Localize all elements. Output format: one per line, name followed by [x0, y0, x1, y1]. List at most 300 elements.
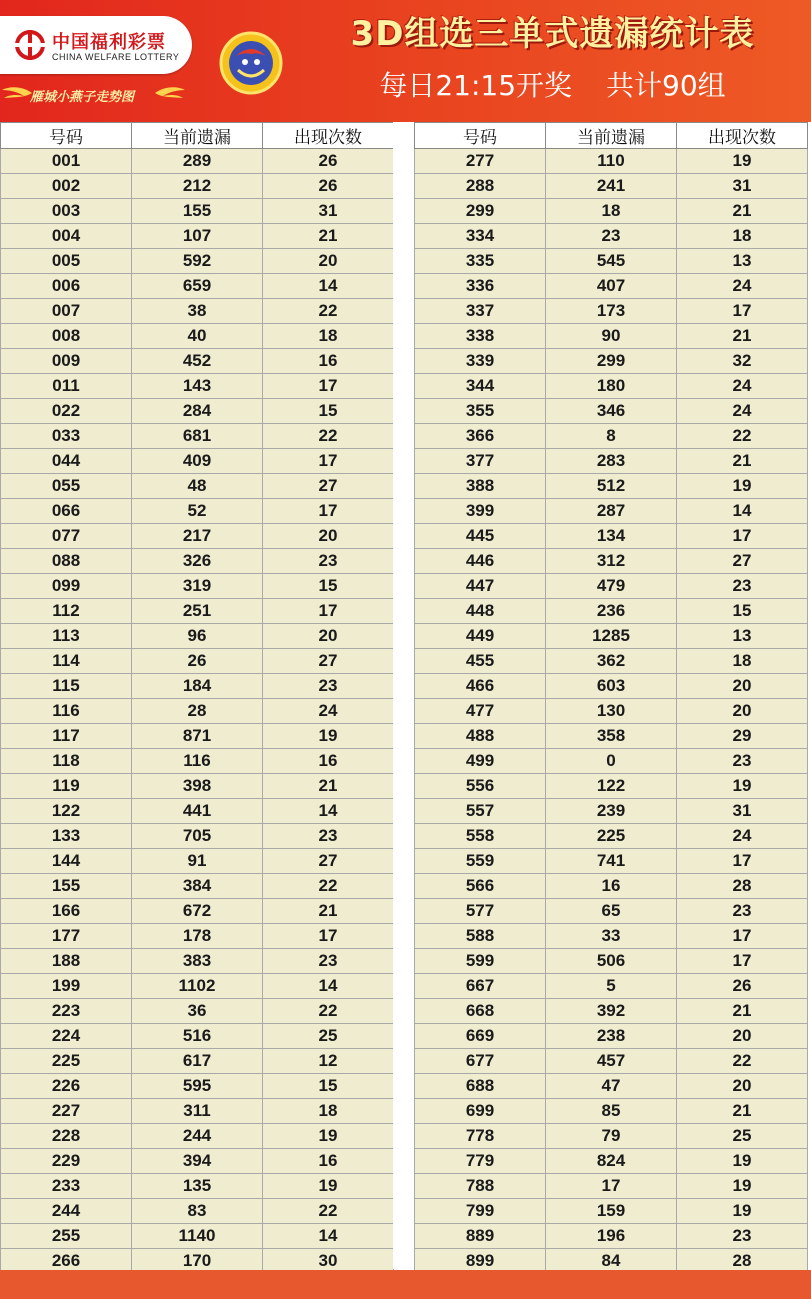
cell-current-miss: 116 — [132, 749, 263, 774]
cell-current-miss: 159 — [546, 1199, 677, 1224]
footer-bar — [0, 1270, 811, 1299]
cell-number: 449 — [415, 624, 546, 649]
table-row — [1, 324, 394, 349]
table-row — [1, 349, 394, 374]
table-body-left — [1, 149, 394, 1274]
cell-occurrences: 21 — [677, 1099, 808, 1124]
table-row — [1, 724, 394, 749]
cell-current-miss: 871 — [132, 724, 263, 749]
cell-occurrences: 21 — [677, 199, 808, 224]
cell-current-miss: 178 — [132, 924, 263, 949]
cell-current-miss: 217 — [132, 524, 263, 549]
table-row — [415, 449, 808, 474]
cell-number: 188 — [1, 949, 132, 974]
logo-english-name: CHINA WELFARE LOTTERY — [52, 52, 180, 62]
cell-number: 004 — [1, 224, 132, 249]
cell-current-miss: 212 — [132, 174, 263, 199]
cell-occurrences: 31 — [677, 174, 808, 199]
cell-current-miss: 135 — [132, 1174, 263, 1199]
table-row — [1, 499, 394, 524]
cell-number: 557 — [415, 799, 546, 824]
cell-current-miss: 236 — [546, 599, 677, 624]
table-row — [1, 1124, 394, 1149]
table-row — [415, 799, 808, 824]
table-row — [415, 1199, 808, 1224]
cell-occurrences: 20 — [263, 249, 394, 274]
cell-occurrences: 23 — [263, 824, 394, 849]
cell-occurrences: 17 — [263, 449, 394, 474]
cell-occurrences: 27 — [263, 849, 394, 874]
cell-current-miss: 1102 — [132, 974, 263, 999]
cell-current-miss: 170 — [132, 1249, 263, 1274]
table-row — [1, 824, 394, 849]
cell-occurrences: 17 — [263, 499, 394, 524]
cell-occurrences: 17 — [677, 849, 808, 874]
cell-occurrences: 20 — [677, 674, 808, 699]
cell-number: 366 — [415, 424, 546, 449]
column-header-number: 号码 — [415, 123, 546, 149]
cell-occurrences: 21 — [677, 449, 808, 474]
table-row — [415, 574, 808, 599]
cell-occurrences: 24 — [677, 399, 808, 424]
table-header-row — [415, 123, 808, 149]
cell-number: 344 — [415, 374, 546, 399]
cell-number: 277 — [415, 149, 546, 174]
cell-number: 688 — [415, 1074, 546, 1099]
cell-current-miss: 26 — [132, 649, 263, 674]
cell-current-miss: 40 — [132, 324, 263, 349]
cell-occurrences: 14 — [263, 974, 394, 999]
cell-number: 466 — [415, 674, 546, 699]
table-row — [415, 249, 808, 274]
cell-current-miss: 16 — [546, 874, 677, 899]
cell-occurrences: 15 — [677, 599, 808, 624]
table-row — [415, 299, 808, 324]
cell-occurrences: 18 — [263, 324, 394, 349]
cell-occurrences: 19 — [677, 474, 808, 499]
cell-number: 114 — [1, 649, 132, 674]
cell-number: 227 — [1, 1099, 132, 1124]
cell-occurrences: 19 — [677, 1174, 808, 1199]
logo-chinese-name: 中国福利彩票 — [52, 32, 166, 53]
table-row — [415, 924, 808, 949]
cell-occurrences: 23 — [263, 949, 394, 974]
cell-occurrences: 22 — [263, 1199, 394, 1224]
cell-current-miss: 251 — [132, 599, 263, 624]
cell-current-miss: 52 — [132, 499, 263, 524]
table-row — [1, 899, 394, 924]
cell-number: 119 — [1, 774, 132, 799]
cell-number: 009 — [1, 349, 132, 374]
header-banner — [0, 0, 811, 122]
cell-number: 044 — [1, 449, 132, 474]
cell-current-miss: 681 — [132, 424, 263, 449]
cell-current-miss: 84 — [546, 1249, 677, 1274]
cell-number: 446 — [415, 549, 546, 574]
table-row — [1, 774, 394, 799]
cell-current-miss: 457 — [546, 1049, 677, 1074]
cell-current-miss: 85 — [546, 1099, 677, 1124]
table-row — [1, 674, 394, 699]
table-row — [1, 949, 394, 974]
cell-occurrences: 21 — [677, 324, 808, 349]
cell-current-miss: 287 — [546, 499, 677, 524]
cell-current-miss: 545 — [546, 249, 677, 274]
cell-number: 388 — [415, 474, 546, 499]
cell-current-miss: 173 — [546, 299, 677, 324]
cell-number: 566 — [415, 874, 546, 899]
cell-occurrences: 20 — [677, 1024, 808, 1049]
cell-current-miss: 398 — [132, 774, 263, 799]
table-row — [1, 1224, 394, 1249]
cell-current-miss: 238 — [546, 1024, 677, 1049]
cell-occurrences: 23 — [677, 749, 808, 774]
cell-occurrences: 32 — [677, 349, 808, 374]
cell-number: 144 — [1, 849, 132, 874]
cell-occurrences: 17 — [677, 524, 808, 549]
table-row — [1, 574, 394, 599]
cell-current-miss: 283 — [546, 449, 677, 474]
cell-number: 003 — [1, 199, 132, 224]
table-row — [1, 924, 394, 949]
cell-current-miss: 705 — [132, 824, 263, 849]
cell-current-miss: 0 — [546, 749, 677, 774]
cell-current-miss: 134 — [546, 524, 677, 549]
cell-occurrences: 27 — [677, 549, 808, 574]
cell-number: 066 — [1, 499, 132, 524]
table-row — [1, 374, 394, 399]
cell-occurrences: 14 — [677, 499, 808, 524]
cell-number: 667 — [415, 974, 546, 999]
table-body-right — [415, 149, 808, 1274]
column-header-number: 号码 — [1, 123, 132, 149]
cell-occurrences: 24 — [677, 274, 808, 299]
cell-current-miss: 407 — [546, 274, 677, 299]
cell-number: 002 — [1, 174, 132, 199]
cell-number: 117 — [1, 724, 132, 749]
table-row — [1, 149, 394, 174]
cell-occurrences: 13 — [677, 624, 808, 649]
cell-current-miss: 592 — [132, 249, 263, 274]
cell-number: 669 — [415, 1024, 546, 1049]
cell-number: 007 — [1, 299, 132, 324]
cell-number: 677 — [415, 1049, 546, 1074]
cell-current-miss: 741 — [546, 849, 677, 874]
cell-current-miss: 1140 — [132, 1224, 263, 1249]
page-subtitle — [300, 64, 805, 104]
cell-occurrences: 23 — [263, 549, 394, 574]
table-row — [415, 374, 808, 399]
table-row — [415, 724, 808, 749]
cell-occurrences: 23 — [263, 674, 394, 699]
table-row — [1, 799, 394, 824]
cell-number: 005 — [1, 249, 132, 274]
cell-occurrences: 22 — [263, 999, 394, 1024]
cell-occurrences: 18 — [263, 1099, 394, 1124]
cell-occurrences: 24 — [677, 374, 808, 399]
cell-current-miss: 362 — [546, 649, 677, 674]
cell-current-miss: 384 — [132, 874, 263, 899]
cell-occurrences: 14 — [263, 274, 394, 299]
draw-time-text: 每日21:15开奖 — [379, 69, 573, 102]
cell-current-miss: 90 — [546, 324, 677, 349]
cell-number: 577 — [415, 899, 546, 924]
cell-number: 499 — [415, 749, 546, 774]
cell-current-miss: 346 — [546, 399, 677, 424]
cell-occurrences: 19 — [263, 1124, 394, 1149]
cell-occurrences: 17 — [677, 924, 808, 949]
cell-occurrences: 16 — [263, 749, 394, 774]
cell-occurrences: 30 — [263, 1249, 394, 1274]
cell-number: 556 — [415, 774, 546, 799]
cell-number: 226 — [1, 1074, 132, 1099]
cell-current-miss: 394 — [132, 1149, 263, 1174]
table-row — [1, 1099, 394, 1124]
cell-number: 228 — [1, 1124, 132, 1149]
table-row — [1, 1074, 394, 1099]
table-row — [415, 624, 808, 649]
cell-current-miss: 83 — [132, 1199, 263, 1224]
cell-occurrences: 25 — [263, 1024, 394, 1049]
cell-current-miss: 383 — [132, 949, 263, 974]
cell-occurrences: 17 — [677, 949, 808, 974]
table-header-row — [1, 123, 394, 149]
cell-number: 055 — [1, 474, 132, 499]
table-row — [1, 549, 394, 574]
table-row — [415, 174, 808, 199]
table-row — [1, 474, 394, 499]
cell-current-miss: 184 — [132, 674, 263, 699]
cell-current-miss: 512 — [546, 474, 677, 499]
table-row — [1, 749, 394, 774]
cell-current-miss: 824 — [546, 1149, 677, 1174]
cell-number: 668 — [415, 999, 546, 1024]
group-count-text: 共计90组 — [606, 69, 726, 102]
cell-current-miss: 506 — [546, 949, 677, 974]
table-row — [1, 274, 394, 299]
cell-occurrences: 27 — [263, 474, 394, 499]
cell-number: 022 — [1, 399, 132, 424]
table-row — [415, 974, 808, 999]
table-row — [1, 649, 394, 674]
wing-right-icon — [155, 84, 185, 102]
cell-occurrences: 23 — [677, 574, 808, 599]
cell-occurrences: 17 — [263, 924, 394, 949]
cell-current-miss: 452 — [132, 349, 263, 374]
cell-current-miss: 122 — [546, 774, 677, 799]
cell-number: 223 — [1, 999, 132, 1024]
table-row — [1, 199, 394, 224]
cell-current-miss: 311 — [132, 1099, 263, 1124]
table-row — [415, 474, 808, 499]
table-row — [415, 674, 808, 699]
cell-current-miss: 130 — [546, 699, 677, 724]
cell-occurrences: 18 — [677, 224, 808, 249]
cell-number: 099 — [1, 574, 132, 599]
cell-occurrences: 26 — [677, 974, 808, 999]
cell-current-miss: 241 — [546, 174, 677, 199]
cell-number: 008 — [1, 324, 132, 349]
lottery-logo-icon — [14, 30, 46, 60]
table-row — [415, 849, 808, 874]
cell-occurrences: 24 — [263, 699, 394, 724]
table-row — [415, 549, 808, 574]
cell-current-miss: 18 — [546, 199, 677, 224]
cell-number: 889 — [415, 1224, 546, 1249]
wing-left-icon — [2, 84, 32, 102]
cell-occurrences: 19 — [677, 1199, 808, 1224]
cell-current-miss: 516 — [132, 1024, 263, 1049]
cell-current-miss: 79 — [546, 1124, 677, 1149]
cell-current-miss: 603 — [546, 674, 677, 699]
table-row — [415, 1024, 808, 1049]
cell-number: 788 — [415, 1174, 546, 1199]
cell-current-miss: 180 — [546, 374, 677, 399]
stats-table-right — [414, 122, 807, 1269]
cell-occurrences: 22 — [263, 424, 394, 449]
cell-current-miss: 239 — [546, 799, 677, 824]
cell-occurrences: 22 — [677, 1049, 808, 1074]
cell-current-miss: 47 — [546, 1074, 677, 1099]
cell-current-miss: 479 — [546, 574, 677, 599]
cell-occurrences: 16 — [263, 349, 394, 374]
cell-current-miss: 17 — [546, 1174, 677, 1199]
cell-current-miss: 299 — [546, 349, 677, 374]
table-row — [1, 874, 394, 899]
cell-occurrences: 25 — [677, 1124, 808, 1149]
table-row — [1, 1149, 394, 1174]
cell-occurrences: 15 — [263, 574, 394, 599]
table-row — [415, 949, 808, 974]
table-row — [1, 974, 394, 999]
table-row — [415, 1099, 808, 1124]
cell-number: 133 — [1, 824, 132, 849]
table-row — [1, 999, 394, 1024]
cell-number: 559 — [415, 849, 546, 874]
cell-number: 077 — [1, 524, 132, 549]
cell-occurrences: 29 — [677, 724, 808, 749]
table-row — [415, 199, 808, 224]
cell-occurrences: 21 — [263, 899, 394, 924]
column-header-occurrences: 出现次数 — [263, 123, 394, 149]
cell-current-miss: 110 — [546, 149, 677, 174]
cell-current-miss: 38 — [132, 299, 263, 324]
cell-current-miss: 409 — [132, 449, 263, 474]
lottery-logo — [0, 16, 192, 74]
cell-current-miss: 5 — [546, 974, 677, 999]
cell-occurrences: 19 — [677, 774, 808, 799]
cell-number: 113 — [1, 624, 132, 649]
cell-occurrences: 14 — [263, 799, 394, 824]
cell-current-miss: 659 — [132, 274, 263, 299]
cell-current-miss: 8 — [546, 424, 677, 449]
cell-number: 155 — [1, 874, 132, 899]
cell-number: 399 — [415, 499, 546, 524]
cell-current-miss: 358 — [546, 724, 677, 749]
cell-number: 377 — [415, 449, 546, 474]
cell-number: 225 — [1, 1049, 132, 1074]
cell-number: 116 — [1, 699, 132, 724]
table-row — [1, 1049, 394, 1074]
cell-current-miss: 244 — [132, 1124, 263, 1149]
cell-current-miss: 326 — [132, 549, 263, 574]
table-row — [415, 874, 808, 899]
cell-number: 339 — [415, 349, 546, 374]
cell-current-miss: 36 — [132, 999, 263, 1024]
cell-number: 122 — [1, 799, 132, 824]
cell-occurrences: 21 — [263, 224, 394, 249]
table-row — [1, 224, 394, 249]
cell-occurrences: 19 — [677, 149, 808, 174]
cell-occurrences: 28 — [677, 874, 808, 899]
table-row — [1, 449, 394, 474]
cell-number: 337 — [415, 299, 546, 324]
cell-number: 779 — [415, 1149, 546, 1174]
column-header-current-miss: 当前遗漏 — [546, 123, 677, 149]
page-title: 3D组选三单式遗漏统计表 — [350, 14, 755, 54]
cell-current-miss: 441 — [132, 799, 263, 824]
cell-occurrences: 14 — [263, 1224, 394, 1249]
cell-current-miss: 143 — [132, 374, 263, 399]
cell-current-miss: 1285 — [546, 624, 677, 649]
table-row — [1, 1024, 394, 1049]
cell-current-miss: 617 — [132, 1049, 263, 1074]
cell-occurrences: 22 — [263, 299, 394, 324]
column-header-current-miss: 当前遗漏 — [132, 123, 263, 149]
cell-number: 288 — [415, 174, 546, 199]
cell-number: 233 — [1, 1174, 132, 1199]
cell-number: 599 — [415, 949, 546, 974]
cell-number: 229 — [1, 1149, 132, 1174]
cell-current-miss: 91 — [132, 849, 263, 874]
cell-number: 115 — [1, 674, 132, 699]
cell-occurrences: 20 — [263, 624, 394, 649]
table-row — [415, 424, 808, 449]
cell-occurrences: 26 — [263, 149, 394, 174]
table-row — [1, 699, 394, 724]
cell-number: 244 — [1, 1199, 132, 1224]
table-row — [415, 1049, 808, 1074]
cell-current-miss: 28 — [132, 699, 263, 724]
cell-current-miss: 284 — [132, 399, 263, 424]
table-row — [415, 499, 808, 524]
cell-occurrences: 27 — [263, 649, 394, 674]
table-row — [415, 1074, 808, 1099]
table-row — [415, 224, 808, 249]
table-row — [1, 524, 394, 549]
table-row — [415, 349, 808, 374]
cell-occurrences: 18 — [677, 649, 808, 674]
cell-current-miss: 196 — [546, 1224, 677, 1249]
cell-occurrences: 24 — [677, 824, 808, 849]
cell-number: 255 — [1, 1224, 132, 1249]
cell-number: 166 — [1, 899, 132, 924]
table-divider — [393, 122, 414, 1269]
cell-number: 336 — [415, 274, 546, 299]
table-row — [1, 624, 394, 649]
cell-occurrences: 15 — [263, 1074, 394, 1099]
cell-number: 011 — [1, 374, 132, 399]
cell-current-miss: 155 — [132, 199, 263, 224]
cell-occurrences: 23 — [677, 899, 808, 924]
column-header-occurrences: 出现次数 — [677, 123, 808, 149]
cell-number: 799 — [415, 1199, 546, 1224]
cell-occurrences: 16 — [263, 1149, 394, 1174]
cell-number: 001 — [1, 149, 132, 174]
cell-number: 588 — [415, 924, 546, 949]
table-row — [1, 599, 394, 624]
stats-table-left — [0, 122, 393, 1269]
